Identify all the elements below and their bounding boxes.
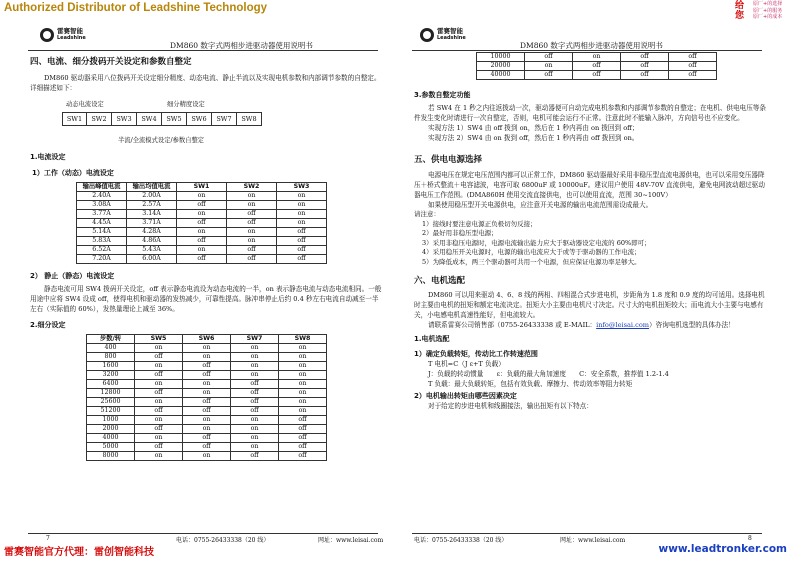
table-cell: off	[525, 53, 573, 62]
table-cell: off	[183, 398, 231, 407]
label-microstep: 细分精度设定	[167, 101, 205, 108]
table-row	[87, 416, 327, 425]
table-row	[87, 389, 327, 398]
table-cell: off	[177, 237, 227, 246]
table-row	[77, 237, 327, 246]
section-title-5: 五、供电电源选择	[414, 155, 483, 165]
section-title-4: 四、电流、细分拨码开关设定和参数自整定	[30, 57, 192, 67]
leadshine-logo-right: 雷赛智能 Leadshine	[420, 28, 466, 42]
table-cell: 1000	[87, 416, 135, 425]
table-cell: off	[231, 389, 279, 398]
current-table	[76, 182, 327, 264]
table-cell: on	[277, 219, 327, 228]
right-page	[414, 52, 766, 411]
label-half-current: 半流/全流模式设定/参数自整定	[118, 137, 205, 144]
footer-rule-left	[28, 533, 378, 534]
switch-sw6: SW6	[187, 112, 212, 126]
static-current-paragraph: 静态电流可用 SW4 拨码开关设定，off 表示静态电流设为动态电流的一半，on 表示静态电流与动态电流相同。一般用途中应将 SW4 设成 off，使得电机和驱动器的发热减少，可靠性提高。脉冲串停止后约 0.4 秒左右电流自动减至一半左右（实际值的 60%），发热量理论上减至 36%。	[30, 285, 382, 313]
table-cell: off	[135, 407, 183, 416]
table-cell: off	[277, 228, 327, 237]
table-header-row: 步数/转 SW5 SW6 SW7 SW8	[87, 335, 327, 344]
table-cell: 6.52A	[77, 246, 127, 255]
table-cell: 8000	[87, 452, 135, 461]
table-cell: on	[183, 452, 231, 461]
table-cell: on	[227, 192, 277, 201]
footer-web-right: 网址：www.leisai.com	[560, 537, 626, 544]
table-cell: off	[231, 398, 279, 407]
torque-characteristics: 对于给定的步进电机和线圈接法，输出扭矩有以下特点：	[428, 402, 593, 410]
table-cell: on	[231, 344, 279, 353]
formula-description-2: T 负载：最大负载转矩，包括有效负载、摩擦力、传动效率等阻力转矩	[428, 380, 633, 388]
table-row	[87, 398, 327, 407]
subsection-static-current: 2） 静止（静态）电流设定	[30, 272, 115, 280]
table-cell: 25600	[87, 398, 135, 407]
switch-sw3: SW3	[112, 112, 137, 126]
table-cell: 3.71A	[127, 219, 177, 228]
table-row	[87, 425, 327, 434]
table-cell: 40000	[477, 71, 525, 80]
table-cell: 5.14A	[77, 228, 127, 237]
doc-title-right: DM860 数字式两相步进驱动器使用说明书	[520, 41, 663, 50]
table-row	[77, 210, 327, 219]
table-cell: on	[227, 237, 277, 246]
table-cell: off	[135, 353, 183, 362]
table-row	[87, 371, 327, 380]
label-dynamic-current: 动态电流设定	[66, 101, 104, 108]
table-cell: on	[231, 434, 279, 443]
list-item: 1）接线时要注意电源正负极切勿反接；	[422, 219, 537, 228]
table-header-row: 输出峰值电流 输出均值电流 SW1 SW2 SW3	[77, 183, 327, 192]
table-cell: 800	[87, 353, 135, 362]
list-item: 3）采用非稳压电源时，电源电流输出能力应大于驱动器设定电流的 60%即可；	[422, 238, 651, 247]
table-cell: 10000	[477, 53, 525, 62]
table-cell: on	[231, 425, 279, 434]
table-row	[77, 192, 327, 201]
subsection-current: 1.电流设定	[30, 153, 66, 161]
table-cell: on	[279, 398, 327, 407]
method-1: 实现方法 1）SW4 由 off 拨到 on，然后在 1 秒内再由 on 拨回到 off；	[428, 124, 639, 132]
footer-rule-right	[412, 533, 762, 534]
page-number-left: 7	[46, 535, 50, 542]
table-cell: off	[183, 371, 231, 380]
switch-sw2: SW2	[87, 112, 112, 126]
table-row	[87, 380, 327, 389]
table-cell: off	[279, 425, 327, 434]
table-cell: 51200	[87, 407, 135, 416]
email-link[interactable]: info@leisai.com	[596, 321, 650, 329]
footer-phone-right: 电话：0755-26433338（20 线）	[414, 537, 508, 544]
banner-title: Authorized Distributor of Leadshine Technology	[4, 2, 268, 14]
table-cell: on	[183, 389, 231, 398]
table-cell: off	[277, 237, 327, 246]
table-cell: on	[227, 201, 277, 210]
table-cell: 5.43A	[127, 246, 177, 255]
table-cell: off	[183, 362, 231, 371]
table-cell: off	[183, 407, 231, 416]
table-cell: 6.00A	[127, 255, 177, 264]
table-row	[77, 201, 327, 210]
table-row	[87, 353, 327, 362]
table-cell: off	[227, 255, 277, 264]
table-cell: on	[183, 425, 231, 434]
badge-lines: 原厂+的选择 原厂+的服务 原厂+的成本	[753, 1, 783, 20]
table-cell: off	[621, 62, 669, 71]
table-cell: on	[231, 443, 279, 452]
table-cell: off	[277, 255, 327, 264]
table-cell: off	[277, 246, 327, 255]
table-row	[87, 344, 327, 353]
table-row	[87, 443, 327, 452]
table-cell: 3200	[87, 371, 135, 380]
table-row	[77, 219, 327, 228]
contact-paragraph: 请联系雷赛公司销售部（0755-26433338 或 E-MAIL：info@leisai.com）咨询电机选型的具体办法！	[428, 321, 735, 329]
table-cell: off	[279, 443, 327, 452]
table-cell: off	[135, 389, 183, 398]
table-cell: off	[279, 434, 327, 443]
torque-formula: T 电机=C（J ε+T 负载）	[428, 360, 505, 368]
table-cell: on	[277, 201, 327, 210]
table-row	[477, 71, 717, 80]
table-cell: on	[277, 192, 327, 201]
switch-sw4: SW4	[137, 112, 162, 126]
table-cell: 2000	[87, 425, 135, 434]
table-cell: 4.28A	[127, 228, 177, 237]
table-cell: off	[573, 62, 621, 71]
table-cell: off	[227, 210, 277, 219]
formula-description: J：负载的转动惯量 ε：负载的最大角加速度 C：安全系数，推荐值 1.2-1.4	[428, 370, 669, 378]
table-cell: on	[183, 380, 231, 389]
table-cell: on	[135, 362, 183, 371]
list-item: 2）最好用非稳压型电源；	[422, 229, 498, 237]
table-row	[87, 434, 327, 443]
table-cell: on	[231, 371, 279, 380]
table-cell: on	[177, 192, 227, 201]
table-cell: 2.00A	[127, 192, 177, 201]
notes-title: 请注意：	[414, 210, 440, 218]
switch-sw8: SW8	[237, 112, 262, 126]
table-cell: on	[573, 53, 621, 62]
table-cell: on	[279, 353, 327, 362]
table-cell: 3.77A	[77, 210, 127, 219]
table-cell: 5.83A	[77, 237, 127, 246]
table-cell: on	[177, 210, 227, 219]
microstep-table	[86, 334, 327, 461]
table-row	[77, 246, 327, 255]
table-cell: off	[135, 425, 183, 434]
table-cell: off	[279, 416, 327, 425]
table-cell: off	[183, 443, 231, 452]
leadshine-logo: 雷赛智能 Leadshine	[40, 28, 86, 42]
table-cell: on	[183, 344, 231, 353]
table-cell: 2.40A	[77, 192, 127, 201]
table-cell: off	[669, 53, 717, 62]
table-cell: off	[135, 371, 183, 380]
subsection-self-tune: 3.参数自整定功能	[414, 91, 471, 99]
table-cell: on	[231, 353, 279, 362]
self-tune-paragraph: 若 SW4 在 1 秒之内往返拨动一次，驱动器便可自动完成电机参数和内部调节参数的自整定；在电机、供电电压等条件发生变化时请进行一次自整定，否则，电机可能会运行不正常。注意此时不能输入脉冲，方向信号也不应变化。	[414, 104, 766, 122]
table-cell: 20000	[477, 62, 525, 71]
table-cell: on	[279, 380, 327, 389]
table-cell: on	[227, 228, 277, 237]
switch-sw5: SW5	[162, 112, 187, 126]
table-cell: on	[277, 210, 327, 219]
table-cell: off	[227, 246, 277, 255]
subsection-dynamic-current: 1）工作（动态）电流设定	[32, 169, 114, 177]
doc-title-left: DM860 数字式两相步进驱动器使用说明书	[170, 41, 313, 50]
table-cell: off	[669, 62, 717, 71]
microstep-table-cont	[476, 52, 717, 80]
subsection-motor-select: 1.电机选配	[414, 335, 450, 343]
table-cell: 5000	[87, 443, 135, 452]
table-cell: off	[135, 443, 183, 452]
switch-row	[62, 112, 262, 126]
table-cell: on	[231, 416, 279, 425]
footer-web-left: 网址：www.leisai.com	[318, 537, 384, 544]
table-cell: on	[177, 228, 227, 237]
table-cell: on	[177, 246, 227, 255]
table-row	[87, 452, 327, 461]
badge-big-text: 给 您	[735, 1, 745, 21]
table-cell: on	[135, 416, 183, 425]
table-cell: on	[231, 362, 279, 371]
website-link[interactable]: www.leadtronker.com	[658, 543, 787, 555]
table-cell: on	[279, 407, 327, 416]
table-cell: off	[177, 201, 227, 210]
table-cell: off	[279, 452, 327, 461]
table-cell: on	[183, 416, 231, 425]
logo-icon	[40, 28, 54, 42]
intro-paragraph: DM860 驱动器采用八位拨码开关设定细分精度、动态电流、静止半流以及实现电机参数和内部调节参数的自整定。详细描述如下：	[30, 74, 381, 92]
table-cell: on	[525, 62, 573, 71]
table-cell: on	[183, 353, 231, 362]
switch-sw1: SW1	[62, 112, 87, 126]
table-cell: off	[231, 407, 279, 416]
table-cell: off	[227, 219, 277, 228]
table-cell: on	[135, 434, 183, 443]
table-cell: 3.08A	[77, 201, 127, 210]
table-cell: on	[279, 344, 327, 353]
table-cell: 4000	[87, 434, 135, 443]
table-cell: 7.20A	[77, 255, 127, 264]
table-cell: 4.86A	[127, 237, 177, 246]
table-cell: off	[669, 71, 717, 80]
switch-sw7: SW7	[212, 112, 237, 126]
table-cell: on	[135, 380, 183, 389]
left-page	[30, 55, 382, 461]
header-rule-right	[412, 50, 762, 51]
table-cell: on	[135, 398, 183, 407]
table-row	[87, 407, 327, 416]
list-item: 5）为降低成本，两三个驱动器可共用一个电源，但应保证电源功率足够大。	[422, 257, 641, 266]
table-cell: on	[279, 362, 327, 371]
table-cell: off	[621, 71, 669, 80]
service-badge	[735, 1, 787, 23]
table-cell: off	[183, 434, 231, 443]
power-paragraph-2: 如果使用稳压型开关电源供电，应注意开关电源的输出电流范围需设成最大。	[428, 201, 653, 209]
table-cell: on	[279, 389, 327, 398]
table-row	[77, 228, 327, 237]
section-title-6: 六、电机选配	[414, 276, 466, 286]
table-cell: 2.57A	[127, 201, 177, 210]
subsection-output-torque: 2）电机输出转矩由哪些因素决定	[414, 392, 517, 400]
motor-paragraph: DM860 可以用来驱动 4、6、8 线的两相、四相混合式步进电机，步距角为 1.8 度和 0.9 度的均可适用。选择电机时主要由电机的扭矩和额定电流决定。扭矩大小主要由电机尺寸决定。尺寸大的电机扭矩较大；而电流大小主要与电感有关，小电感电机高速性能好，但电流较大。	[414, 291, 765, 319]
table-cell: off	[573, 71, 621, 80]
official-agent-text: 雷赛智能官方代理：雷创智能科技	[4, 547, 154, 558]
method-2: 实现方法 2）SW4 由 on 拨到 off，然后在 1 秒内再由 off 拨回到 on。	[428, 134, 639, 142]
logo-icon	[420, 28, 434, 42]
table-cell: 400	[87, 344, 135, 353]
table-cell: off	[177, 255, 227, 264]
table-cell: off	[231, 452, 279, 461]
table-cell: off	[621, 53, 669, 62]
page-number-right: 8	[748, 535, 752, 542]
table-cell: on	[135, 344, 183, 353]
table-row	[477, 62, 717, 71]
table-cell: 4.45A	[77, 219, 127, 228]
table-row	[477, 53, 717, 62]
table-cell: on	[135, 452, 183, 461]
table-cell: 6400	[87, 380, 135, 389]
table-cell: on	[279, 371, 327, 380]
subsection-load-torque: 1）确定负载转矩，传动比工作转速范围	[414, 350, 538, 358]
table-cell: 3.14A	[127, 210, 177, 219]
notes-list	[422, 220, 766, 268]
list-item: 4）采用稳压开关电源时，电源的输出电流应大于或等于驱动器的工作电流；	[422, 248, 641, 256]
table-row	[87, 362, 327, 371]
table-row	[77, 255, 327, 264]
subsection-microstep: 2.细分设定	[30, 321, 66, 329]
header-rule-left	[28, 50, 378, 51]
table-cell: 12800	[87, 389, 135, 398]
table-cell: 1600	[87, 362, 135, 371]
table-cell: off	[231, 380, 279, 389]
power-paragraph: 电源电压在规定电压范围内都可以正常工作，DM860 驱动器最好采用非稳压型直流电源供电，也可以采用变压器降压＋桥式整流＋电容滤波，电容可取 6800uF 或 10000uF。建议用户使用 48V-70V 直流供电，避免电网波动超过驱动器电压工作范围。(DMA860H 使用交流直接供电，也可以使用直流，范围 30~100V）	[414, 171, 765, 199]
table-cell: off	[177, 219, 227, 228]
switch-diagram	[30, 98, 382, 146]
footer-phone-left: 电话：0755-26433338（20 线）	[176, 537, 270, 544]
table-cell: off	[525, 71, 573, 80]
